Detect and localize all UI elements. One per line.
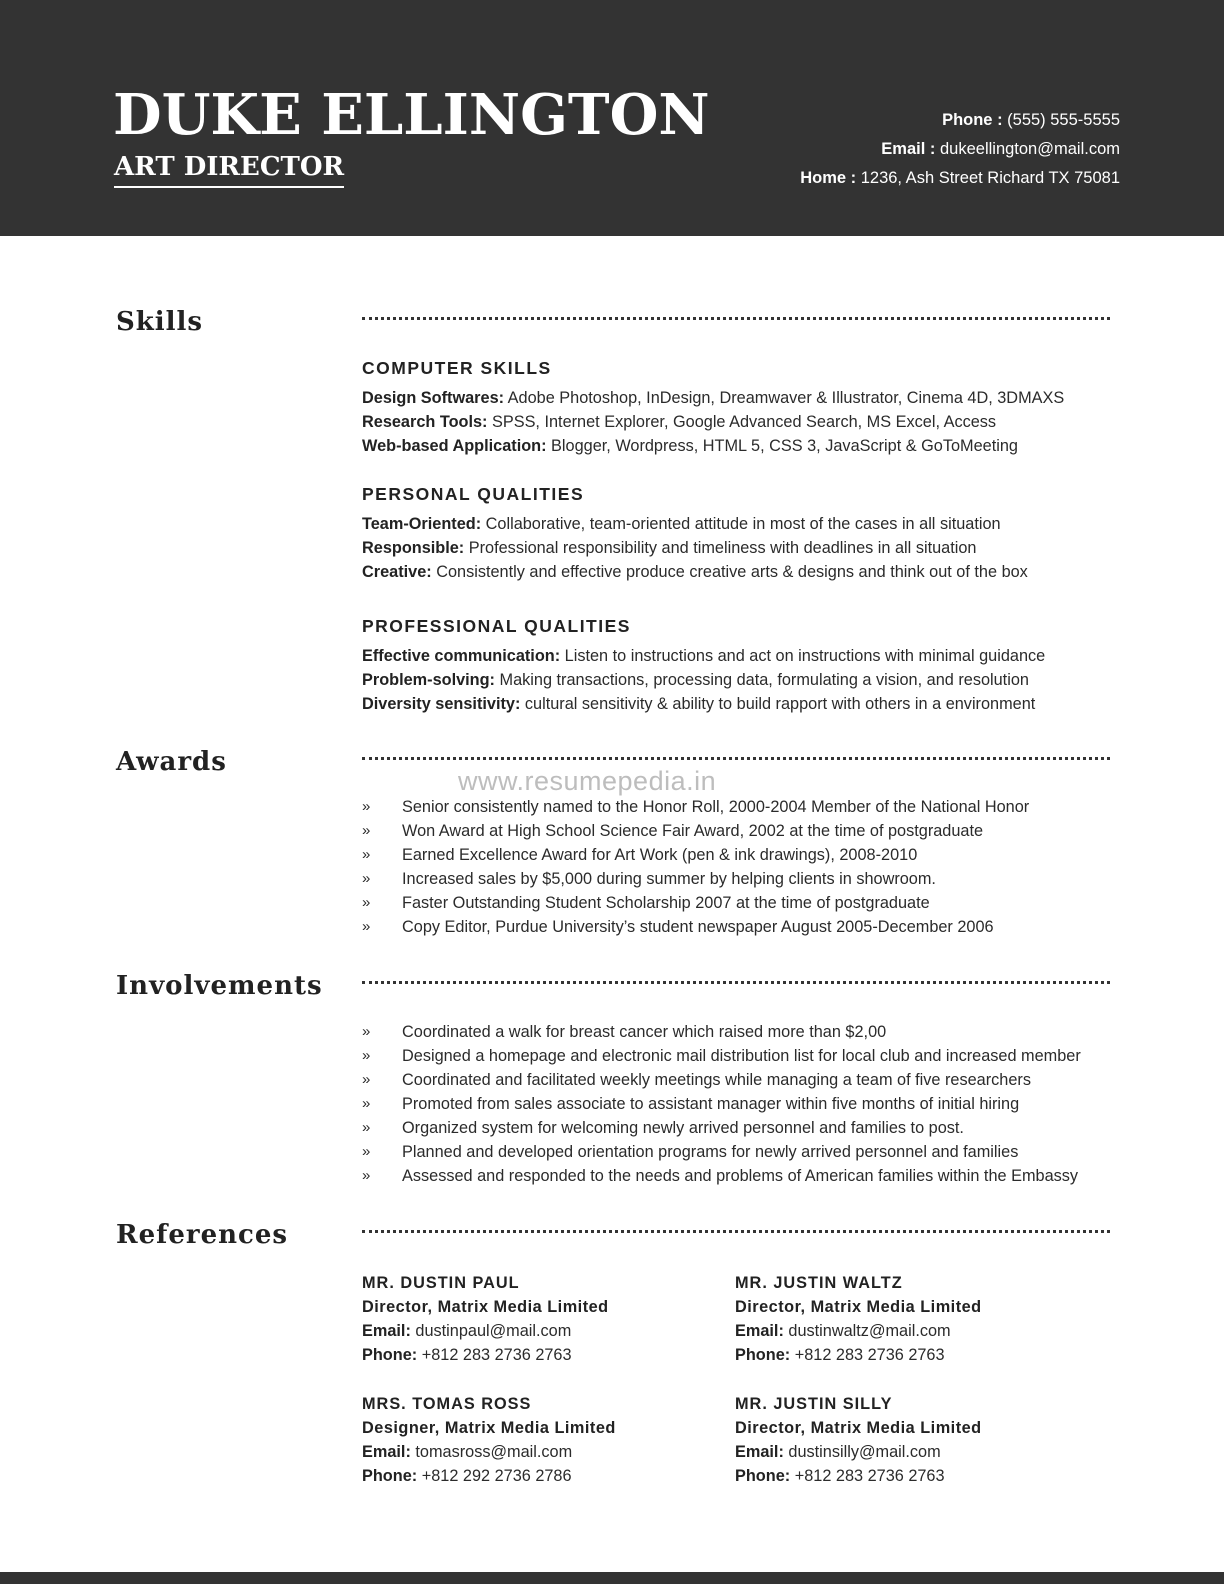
involvements-list <box>362 1020 1081 1188</box>
subheading-computer-skills: COMPUTER SKILLS <box>362 358 552 378</box>
list-item <box>362 843 1029 867</box>
phone-value: (555) 555-5555 <box>1007 111 1120 129</box>
bullet-icon: » <box>362 1095 371 1112</box>
list-item-text: Promoted from sales associate to assistant manager within five months of initial hiring <box>402 1095 1020 1113</box>
section-title-skills: Skills <box>116 307 204 337</box>
phone-label: Phone: <box>362 1467 418 1485</box>
list-item-text: Increased sales by $5,000 during summer by helping clients in showroom. <box>402 870 936 888</box>
phone-label: Phone : <box>942 111 1003 129</box>
reference-email <box>362 1440 616 1464</box>
header-banner <box>0 0 1224 236</box>
email-label: Email : <box>881 140 936 158</box>
home-label: Home : <box>800 169 857 187</box>
subheading-professional-qualities: PROFESSIONAL QUALITIES <box>362 616 631 636</box>
awards-list <box>362 795 1029 939</box>
skill-line <box>362 434 1064 458</box>
reference-card <box>735 1271 982 1367</box>
section-divider <box>362 981 1110 984</box>
skill-text: Adobe Photoshop, InDesign, Dreamwaver & Illustrator, Cinema 4D, 3DMAXS <box>504 389 1065 407</box>
quality-label: Effective communication: <box>362 647 561 665</box>
contact-home <box>800 164 1120 193</box>
reference-email <box>735 1319 982 1343</box>
phone-label: Phone: <box>735 1346 791 1364</box>
section-title-awards: Awards <box>116 747 227 777</box>
bullet-icon: » <box>362 1047 371 1064</box>
personal-qualities-list <box>362 512 1028 584</box>
quality-label: Problem-solving: <box>362 671 495 689</box>
reference-role: Director, Matrix Media Limited <box>362 1298 609 1316</box>
professional-qualities-list <box>362 644 1045 716</box>
bullet-icon: » <box>362 1071 371 1088</box>
bullet-icon: » <box>362 1119 371 1136</box>
phone-label: Phone: <box>735 1467 791 1485</box>
bullet-icon: » <box>362 822 371 839</box>
quality-text: Making transactions, processing data, formulating a vision, and resolution <box>494 671 1029 689</box>
quality-line <box>362 536 1028 560</box>
list-item-text: Coordinated and facilitated weekly meetings while managing a team of five researchers <box>402 1071 1031 1089</box>
quality-text: Collaborative, team-oriented attitude in most of the cases in all situation <box>481 515 1001 533</box>
bullet-icon: » <box>362 894 371 911</box>
reference-name: MR. JUSTIN SILLY <box>735 1395 893 1413</box>
bullet-icon: » <box>362 918 371 935</box>
bullet-icon: » <box>362 870 371 887</box>
list-item <box>362 867 1029 891</box>
person-name: DUKE ELLINGTON <box>113 82 710 148</box>
list-item-text: Earned Excellence Award for Art Work (pen & ink drawings), 2008-2010 <box>402 846 918 864</box>
bullet-icon: » <box>362 1023 371 1040</box>
watermark: www.resumepedia.in <box>458 766 717 796</box>
reference-phone <box>362 1464 616 1488</box>
list-item-text: Designed a homepage and electronic mail distribution list for local club and increased member <box>402 1047 1081 1065</box>
skill-line <box>362 410 1064 434</box>
home-value: 1236, Ash Street Richard TX 75081 <box>860 169 1120 187</box>
contact-block <box>800 106 1120 193</box>
list-item-text: Organized system for welcoming newly arrived personnel and families to post. <box>402 1119 964 1137</box>
email-value: dustinwaltz@mail.com <box>783 1322 951 1340</box>
job-title: ART DIRECTOR <box>114 150 344 188</box>
reference-card <box>362 1271 609 1367</box>
reference-name: MRS. TOMAS ROSS <box>362 1395 532 1413</box>
list-item <box>362 819 1029 843</box>
reference-name: MR. DUSTIN PAUL <box>362 1274 520 1292</box>
bullet-icon: » <box>362 1167 371 1184</box>
reference-phone <box>362 1343 609 1367</box>
bullet-icon: » <box>362 798 371 815</box>
list-item <box>362 1044 1081 1068</box>
quality-text: Professional responsibility and timeliness with deadlines in all situation <box>464 539 977 557</box>
reference-role: Designer, Matrix Media Limited <box>362 1419 616 1437</box>
skill-text: Blogger, Wordpress, HTML 5, CSS 3, JavaScript & GoToMeeting <box>546 437 1018 455</box>
reference-name: MR. JUSTIN WALTZ <box>735 1274 903 1292</box>
bullet-icon: » <box>362 1143 371 1160</box>
quality-label: Diversity sensitivity: <box>362 695 521 713</box>
list-item <box>362 1164 1081 1188</box>
quality-line <box>362 560 1028 584</box>
reference-role: Director, Matrix Media Limited <box>735 1419 982 1437</box>
email-label: Email: <box>362 1443 411 1461</box>
contact-phone <box>800 106 1120 135</box>
quality-text: Consistently and effective produce creative arts & designs and think out of the box <box>431 563 1028 581</box>
quality-text: Listen to instructions and act on instructions with minimal guidance <box>560 647 1046 665</box>
email-label: Email: <box>735 1322 784 1340</box>
list-item <box>362 795 1029 819</box>
reference-card <box>735 1392 982 1488</box>
list-item <box>362 915 1029 939</box>
quality-line <box>362 644 1045 668</box>
list-item <box>362 1116 1081 1140</box>
list-item <box>362 1140 1081 1164</box>
section-divider <box>362 757 1110 760</box>
section-title-references: References <box>116 1220 289 1250</box>
skill-label: Research Tools: <box>362 413 488 431</box>
phone-value: +812 292 2736 2786 <box>417 1467 572 1485</box>
quality-line <box>362 692 1045 716</box>
list-item <box>362 1092 1081 1116</box>
phone-value: +812 283 2736 2763 <box>790 1467 945 1485</box>
email-value: tomasross@mail.com <box>410 1443 573 1461</box>
quality-label: Responsible: <box>362 539 465 557</box>
list-item <box>362 1068 1081 1092</box>
list-item-text: Won Award at High School Science Fair Award, 2002 at the time of postgraduate <box>402 822 984 840</box>
email-value: dukeellington@mail.com <box>939 140 1120 158</box>
reference-email <box>362 1319 609 1343</box>
section-divider <box>362 317 1110 320</box>
email-label: Email: <box>362 1322 411 1340</box>
bullet-icon: » <box>362 846 371 863</box>
skill-text: SPSS, Internet Explorer, Google Advanced Search, MS Excel, Access <box>487 413 997 431</box>
list-item-text: Senior consistently named to the Honor Roll, 2000-2004 Member of the National Honor <box>402 798 1030 816</box>
reference-email <box>735 1440 982 1464</box>
list-item <box>362 1020 1081 1044</box>
reference-phone <box>735 1343 982 1367</box>
quality-line <box>362 668 1045 692</box>
list-item <box>362 891 1029 915</box>
reference-phone <box>735 1464 982 1488</box>
email-label: Email: <box>735 1443 784 1461</box>
skill-label: Web-based Application: <box>362 437 547 455</box>
contact-email <box>800 135 1120 164</box>
list-item-text: Copy Editor, Purdue University’s student newspaper August 2005-December 2006 <box>402 918 994 936</box>
list-item-text: Faster Outstanding Student Scholarship 2007 at the time of postgraduate <box>402 894 930 912</box>
footer-bar <box>0 1572 1224 1584</box>
quality-line <box>362 512 1028 536</box>
email-value: dustinpaul@mail.com <box>410 1322 572 1340</box>
section-divider <box>362 1230 1110 1233</box>
list-item-text: Planned and developed orientation programs for newly arrived personnel and families <box>402 1143 1019 1161</box>
skill-label: Design Softwares: <box>362 389 505 407</box>
quality-label: Team-Oriented: <box>362 515 482 533</box>
phone-label: Phone: <box>362 1346 418 1364</box>
skill-line <box>362 386 1064 410</box>
phone-value: +812 283 2736 2763 <box>417 1346 572 1364</box>
quality-text: cultural sensitivity & ability to build rapport with others in a environment <box>520 695 1036 713</box>
email-value: dustinsilly@mail.com <box>783 1443 941 1461</box>
list-item-text: Coordinated a walk for breast cancer which raised more than $2,00 <box>402 1023 887 1041</box>
quality-label: Creative: <box>362 563 432 581</box>
section-title-involvements: Involvements <box>116 971 323 1001</box>
reference-card <box>362 1392 616 1488</box>
phone-value: +812 283 2736 2763 <box>790 1346 945 1364</box>
subheading-personal-qualities: PERSONAL QUALITIES <box>362 484 585 504</box>
list-item-text: Assessed and responded to the needs and problems of American families within the Embassy <box>402 1167 1079 1185</box>
reference-role: Director, Matrix Media Limited <box>735 1298 982 1316</box>
computer-skills-list <box>362 386 1064 458</box>
